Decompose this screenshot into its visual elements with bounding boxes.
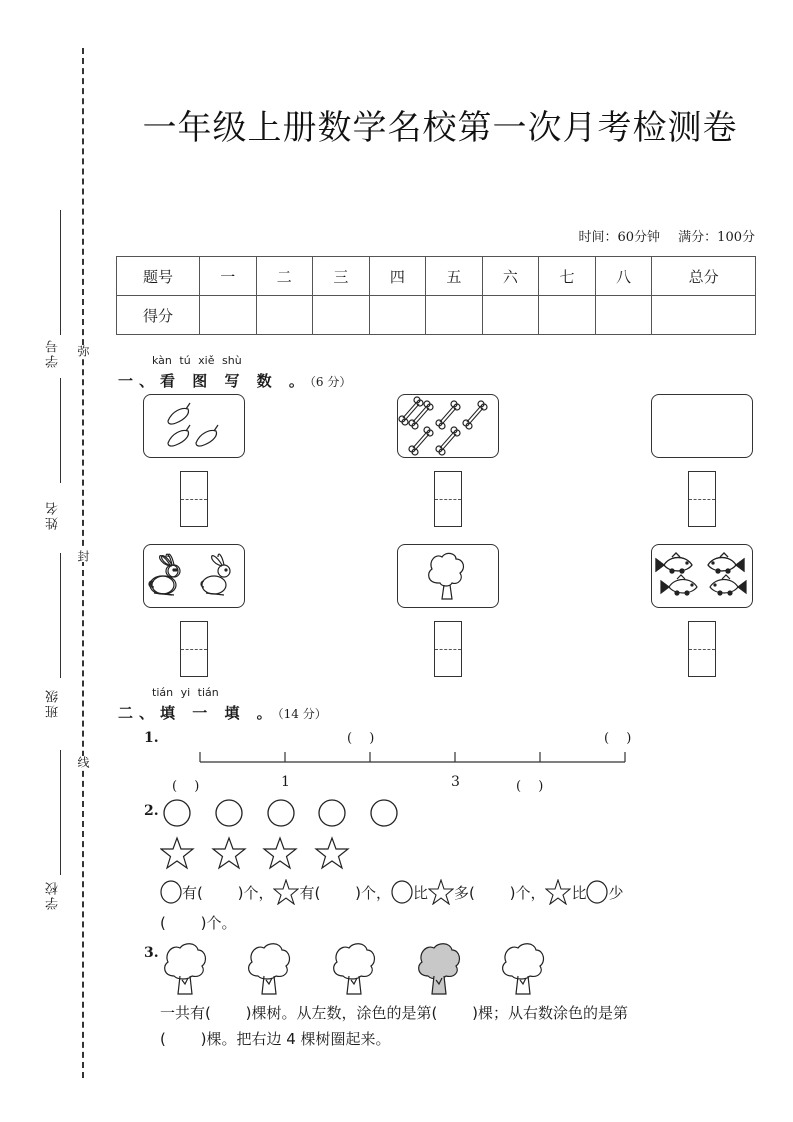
circle-icon xyxy=(586,880,608,904)
score-cell-6[interactable] xyxy=(482,296,539,335)
student-id-line[interactable] xyxy=(60,210,61,335)
section1-points: （6 分） xyxy=(309,375,352,389)
q2-stars xyxy=(160,836,360,872)
answer-box-4[interactable] xyxy=(180,621,208,677)
cell-header-4: 四 xyxy=(369,257,426,296)
name-label: 姓名 xyxy=(46,500,61,530)
section2-points: （14 分） xyxy=(277,707,327,721)
circle-icon xyxy=(391,880,413,904)
class-label: 班级 xyxy=(46,688,61,718)
q1-tick-label-1: 1 xyxy=(281,774,290,790)
circle-icon xyxy=(319,800,345,826)
binding-dashed-line xyxy=(82,48,84,1078)
star-icon xyxy=(428,879,454,905)
number-line xyxy=(195,748,635,768)
section2-heading xyxy=(118,686,327,723)
tree-icon-shaded xyxy=(419,944,460,994)
q3-number: 3. xyxy=(144,945,159,961)
picture-rabbits xyxy=(143,544,245,608)
tree-icon xyxy=(398,545,498,607)
q2-line1 xyxy=(160,879,624,905)
star-icon xyxy=(545,879,571,905)
section1-title: 一、看 图 写 数 。 xyxy=(118,372,310,390)
score-table xyxy=(116,256,756,335)
q1-blank-top-1[interactable]: ( ) xyxy=(347,731,375,746)
circle-icon xyxy=(216,800,242,826)
circle-icon xyxy=(371,800,397,826)
picture-peppers xyxy=(143,394,245,458)
q2-line2[interactable]: ( )个。 xyxy=(160,914,237,932)
q2-text-less: 少 xyxy=(608,883,624,902)
answer-box-2[interactable] xyxy=(434,471,462,527)
circle-icon xyxy=(164,800,190,826)
cell-header-2: 二 xyxy=(256,257,313,296)
q3-trees xyxy=(158,940,558,998)
answer-box-6[interactable] xyxy=(688,621,716,677)
cell-header-label: 题号 xyxy=(117,257,200,296)
score-cell-4[interactable] xyxy=(369,296,426,335)
star-icon xyxy=(161,838,193,868)
tree-icon xyxy=(334,944,375,994)
q1-number: 1. xyxy=(144,730,159,746)
fish-icon xyxy=(652,545,752,607)
cell-header-1: 一 xyxy=(200,257,257,296)
bone-icon xyxy=(398,395,498,457)
section2-title: 二、填 一 填 。 xyxy=(118,704,278,722)
q2-number: 2. xyxy=(144,803,159,819)
score-table-header-row xyxy=(117,257,756,296)
score-table-score-row xyxy=(117,296,756,335)
picture-fish xyxy=(651,544,753,608)
cell-header-6: 六 xyxy=(482,257,539,296)
cell-header-8: 八 xyxy=(595,257,652,296)
score-cell-1[interactable] xyxy=(200,296,257,335)
q2-text-compare-2: 比 xyxy=(571,883,587,902)
score-cell-7[interactable] xyxy=(539,296,596,335)
q3-line2[interactable]: ( )棵。把右边 4 棵树圈起来。 xyxy=(160,1030,391,1048)
q2-circles xyxy=(162,798,412,830)
picture-tree xyxy=(397,544,499,608)
q2-text-compare: 比 xyxy=(412,883,428,902)
full-score: 满分：100分 xyxy=(678,230,755,245)
q3-line1[interactable]: 一共有( )棵树。从左数，涂色的是第( )棵；从右数涂色的是第 xyxy=(160,1004,628,1022)
section1-heading xyxy=(118,354,352,391)
circle-icon xyxy=(160,880,182,904)
q1-blank-top-2[interactable]: ( ) xyxy=(604,731,632,746)
star-icon xyxy=(213,838,245,868)
score-cell-3[interactable] xyxy=(313,296,370,335)
q1-blank-bottom-2[interactable]: ( ) xyxy=(516,779,544,794)
section1-pinyin: kàn tú xiě shù xyxy=(152,354,242,367)
score-cell-total[interactable] xyxy=(652,296,756,335)
q1-tick-label-3: 3 xyxy=(451,774,460,790)
q2-text-circles-count[interactable]: 有( )个， xyxy=(182,883,274,902)
picture-bones xyxy=(397,394,499,458)
answer-box-1[interactable] xyxy=(180,471,208,527)
q2-text-more[interactable]: 多( )个， xyxy=(453,883,546,902)
school-label: 学校 xyxy=(46,880,61,910)
picture-empty xyxy=(651,394,753,458)
school-line[interactable] xyxy=(60,750,61,875)
time-limit: 时间：60分钟 xyxy=(578,230,661,245)
cell-score-label: 得分 xyxy=(117,296,200,335)
tree-icon xyxy=(249,944,290,994)
cell-header-total: 总分 xyxy=(652,257,756,296)
score-cell-5[interactable] xyxy=(426,296,483,335)
cell-header-5: 五 xyxy=(426,257,483,296)
score-cell-8[interactable] xyxy=(595,296,652,335)
star-icon xyxy=(264,838,296,868)
seal-word-feng: 封 xyxy=(76,550,90,562)
exam-meta xyxy=(578,226,755,245)
q2-text-stars-count[interactable]: 有( )个， xyxy=(299,883,391,902)
star-icon xyxy=(316,838,348,868)
seal-word-mi: 弥 xyxy=(76,345,90,357)
class-line[interactable] xyxy=(60,553,61,678)
exam-title: 一年级上册数学名校第一次月考检测卷 xyxy=(142,108,738,148)
rabbit-icon xyxy=(144,545,244,607)
section2-pinyin: tián yi tián xyxy=(152,686,219,699)
student-id-label: 学号 xyxy=(46,338,61,368)
tree-icon xyxy=(503,944,544,994)
answer-box-5[interactable] xyxy=(434,621,462,677)
seal-word-xian: 线 xyxy=(76,756,90,768)
tree-icon xyxy=(165,944,206,994)
pepper-icon xyxy=(144,395,244,457)
answer-box-3[interactable] xyxy=(688,471,716,527)
cell-header-3: 三 xyxy=(313,257,370,296)
star-icon xyxy=(273,879,299,905)
cell-header-7: 七 xyxy=(539,257,596,296)
circle-icon xyxy=(268,800,294,826)
score-cell-2[interactable] xyxy=(256,296,313,335)
q1-blank-bottom-1[interactable]: ( ) xyxy=(172,779,200,794)
name-line[interactable] xyxy=(60,378,61,483)
